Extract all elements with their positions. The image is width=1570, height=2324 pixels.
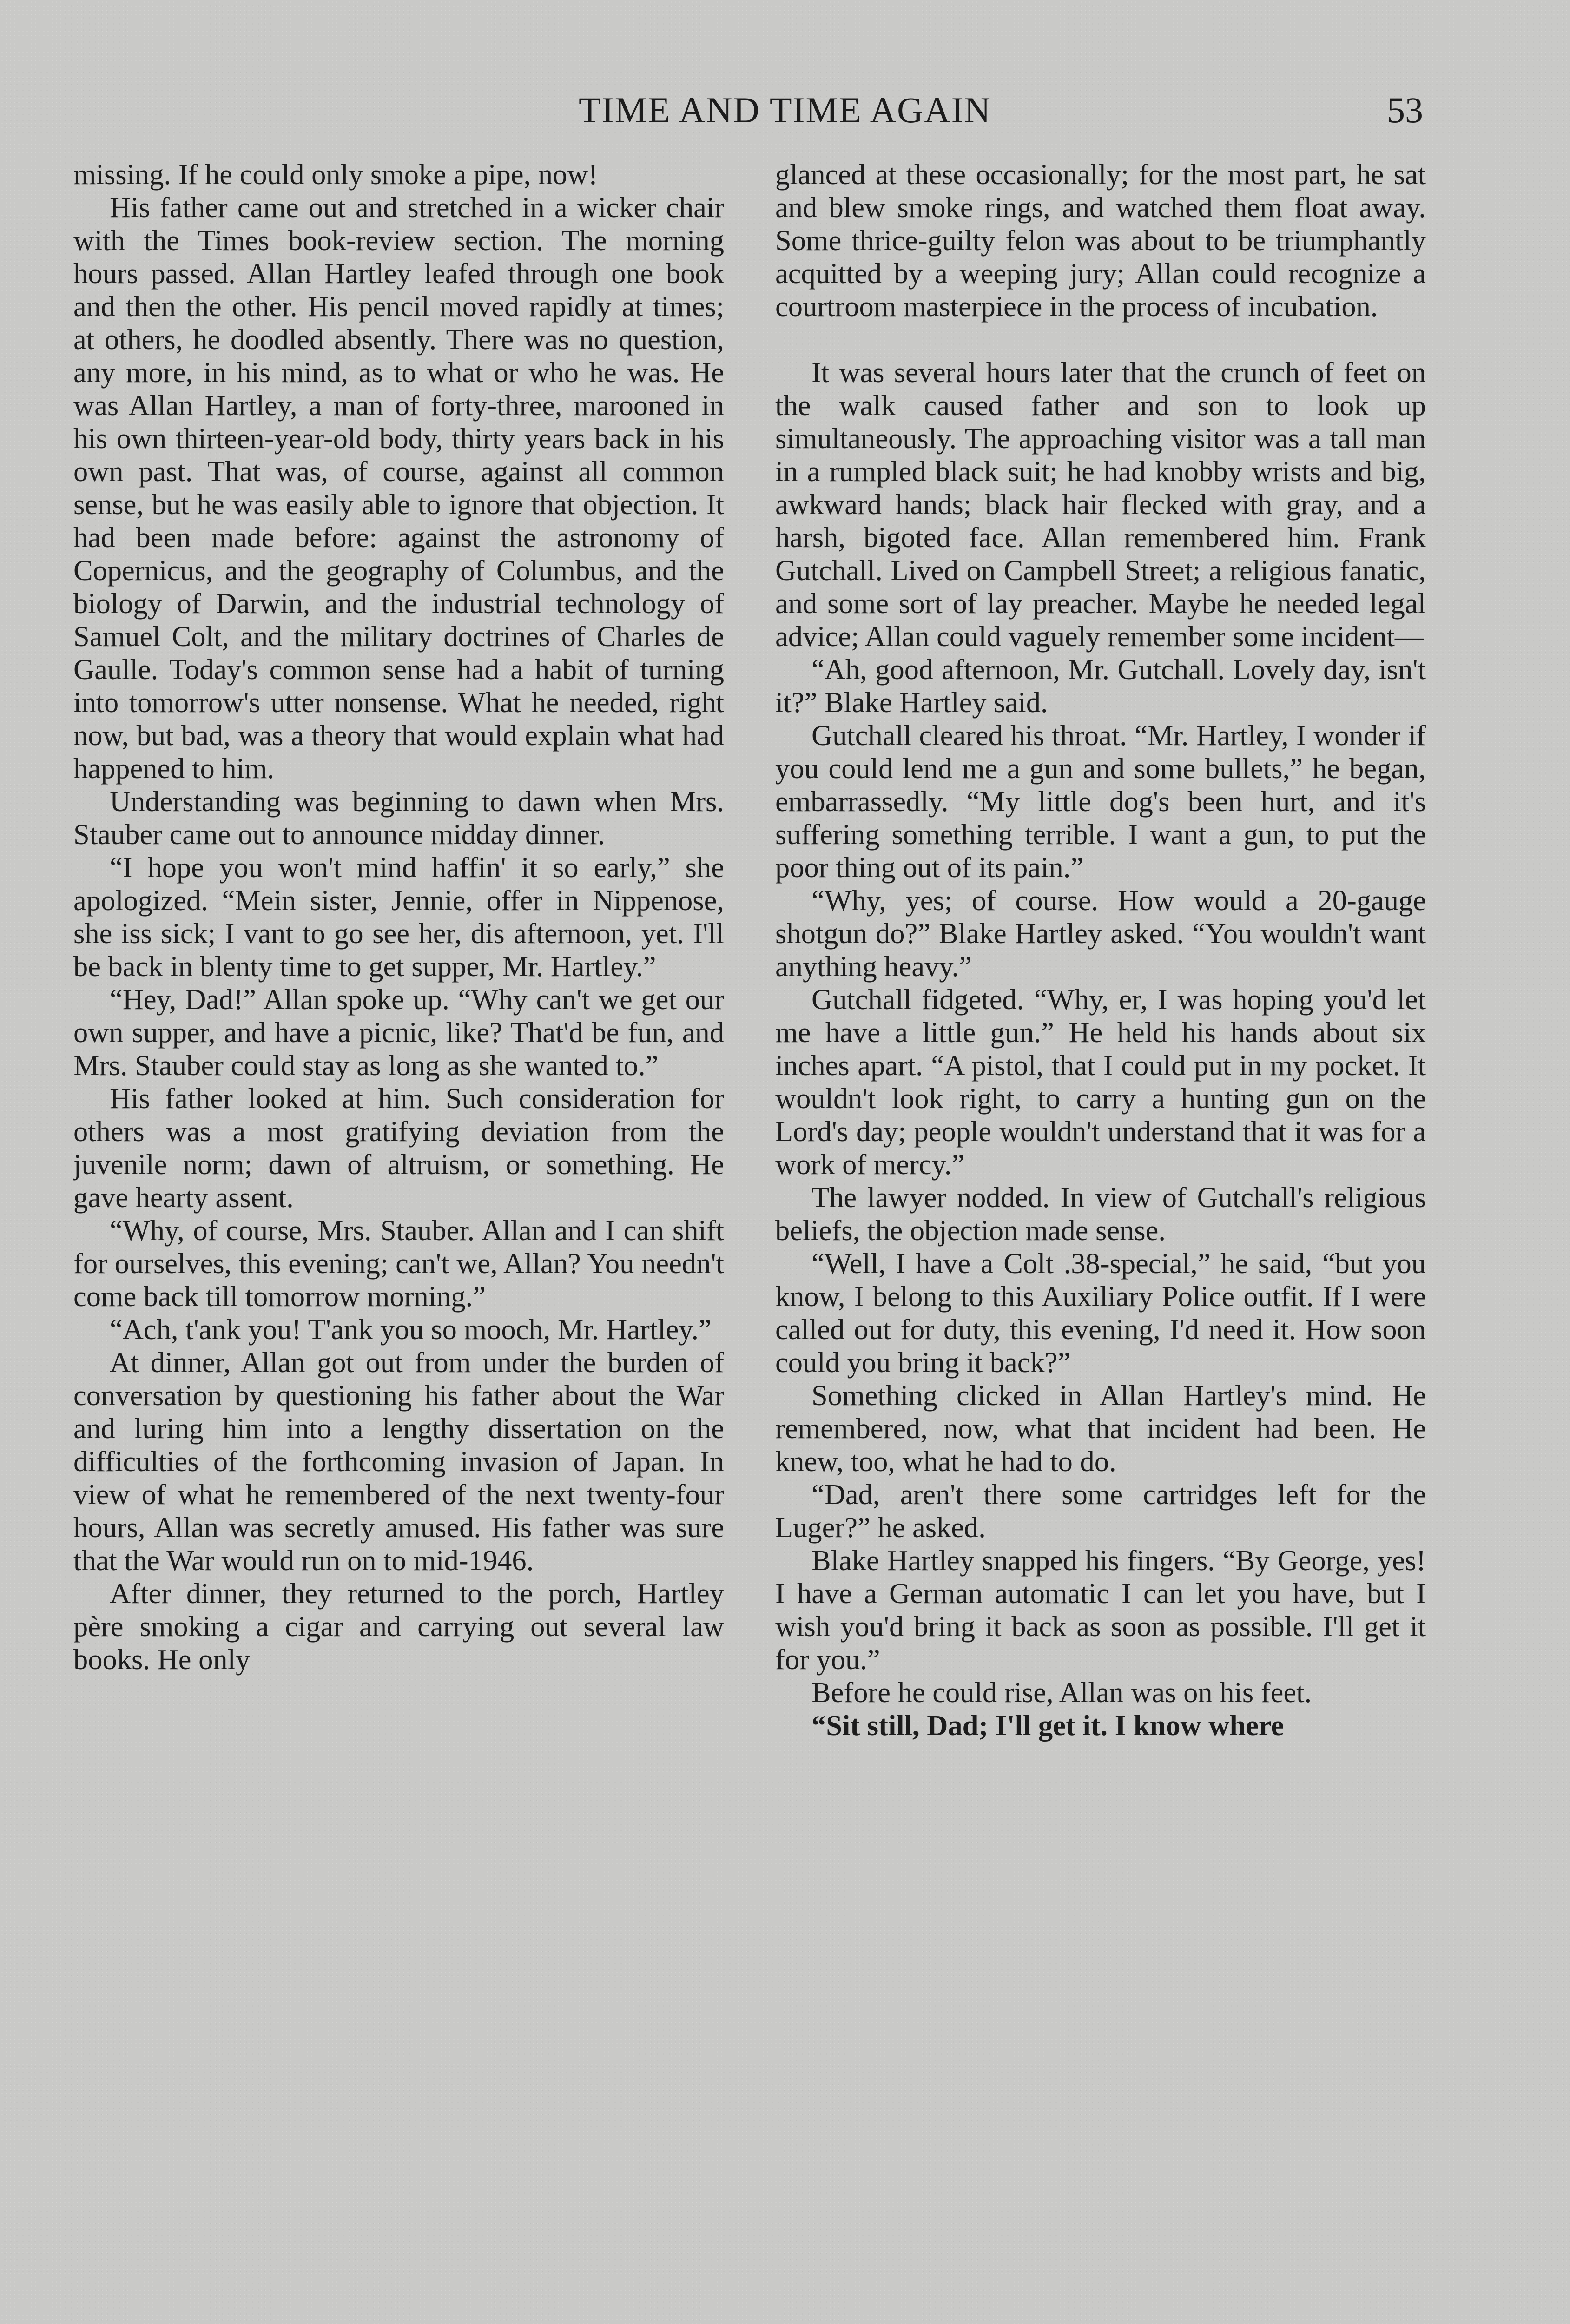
- paragraph: glanced at these occasionally; for the most part, he sat and blew smoke rings, and watched them float away. Some thrice-guilty felon was about to be triumphantly acquitted by a weeping jury; Allan could recognize a courtroom masterpiece in the process of incubation.: [775, 158, 1426, 323]
- paragraph: His father looked at him. Such consideration for others was a most gratifying deviation from the juvenile norm; dawn of altruism, or something. He gave hearty assent.: [73, 1082, 724, 1214]
- paragraph: At dinner, Allan got out from under the burden of conversation by questioning his father about the War and luring him into a lengthy dissertation on the difficulties of the forthcoming invasion of Japan. In view of what he remembered of the next twenty-four hours, Allan was secretly amused. His father was sure that the War would run on to mid-1946.: [73, 1346, 724, 1577]
- paragraph: It was several hours later that the crunch of feet on the walk caused father and son to look up simultaneously. The approaching visitor was a tall man in a rumpled black suit; he had knobby wrists and big, awkward hands; black hair flecked with gray, and a harsh, bigoted face. Allan remembered him. Frank Gutchall. Lived on Campbell Street; a religious fanatic, and some sort of lay preacher. Maybe he needed legal advice; Allan could vaguely remember some incident—: [775, 356, 1426, 653]
- paragraph: Something clicked in Allan Hartley's mind. He remembered, now, what that incident had been. He knew, too, what he had to do.: [775, 1379, 1426, 1478]
- paragraph: missing. If he could only smoke a pipe, now!: [73, 158, 598, 191]
- paragraph: “Ah, good afternoon, Mr. Gutchall. Lovely day, isn't it?” Blake Hartley said.: [775, 653, 1426, 719]
- paragraph: Understanding was beginning to dawn when Mrs. Stauber came out to announce midday dinner.: [73, 785, 724, 851]
- paragraph: Blake Hartley snapped his fingers. “By George, yes! I have a German automatic I can let you have, but I wish you'd bring it back as soon as possible. I'll get it for you.”: [775, 1544, 1426, 1676]
- paragraph: “Sit still, Dad; I'll get it. I know where: [811, 1709, 1284, 1742]
- left-column: [73, 158, 724, 1676]
- running-title: TIME AND TIME AGAIN: [578, 90, 991, 130]
- right-column: [775, 158, 1426, 1742]
- paragraph: His father came out and stretched in a wicker chair with the Times book-review section. The morning hours passed. Allan Hartley leafed through one book and then the other. His pencil moved rapidly at times; at others, he doodled absently. There was no question, any more, in his mind, as to what or who he was. He was Allan Hartley, a man of forty-three, marooned in his own thirteen-year-old body, thirty years back in his own past. That was, of course, against all common sense, but he was easily able to ignore that objection. It had been made before: against the astronomy of Copernicus, and the geography of Columbus, and the biology of Darwin, and the industrial technology of Samuel Colt, and the military doctrines of Charles de Gaulle. Today's common sense had a habit of turning into tomorrow's utter nonsense. What he needed, right now, but bad, was a theory that would explain what had happened to him.: [73, 191, 724, 785]
- paragraph: “I hope you won't mind haffin' it so early,” she apologized. “Mein sister, Jennie, offer in Nippenose, she iss sick; I vant to go see her, dis afternoon, yet. I'll be back in blenty time to get supper, Mr. Hartley.”: [73, 851, 724, 983]
- paragraph: “Ach, t'ank you! T'ank you so mooch, Mr. Hartley.”: [110, 1313, 712, 1346]
- page-number: 53: [1387, 90, 1423, 130]
- paragraph: “Hey, Dad!” Allan spoke up. “Why can't we get our own supper, and have a picnic, like? That'd be fun, and Mrs. Stauber could stay as long as she wanted to.”: [73, 983, 724, 1082]
- paragraph: Before he could rise, Allan was on his feet.: [811, 1676, 1312, 1709]
- paragraph: Gutchall cleared his throat. “Mr. Hartley, I wonder if you could lend me a gun and some bullets,” he began, embarrassedly. “My little dog's been hurt, and it's suffering something terrible. I want a gun, to put the poor thing out of its pain.”: [775, 719, 1426, 884]
- paragraph: “Well, I have a Colt .38-special,” he said, “but you know, I belong to this Auxiliary Police outfit. If I were called out for duty, this evening, I'd need it. How soon could you bring it back?”: [775, 1247, 1426, 1379]
- paragraph: After dinner, they returned to the porch, Hartley père smoking a cigar and carrying out several law books. He only: [73, 1577, 724, 1676]
- paragraph: “Dad, aren't there some cartridges left for the Luger?” he asked.: [775, 1478, 1426, 1544]
- paragraph: “Why, of course, Mrs. Stauber. Allan and I can shift for ourselves, this evening; can't we, Allan? You needn't come back till tomorrow morning.”: [73, 1214, 724, 1313]
- paragraph: Gutchall fidgeted. “Why, er, I was hoping you'd let me have a little gun.” He held his hands about six inches apart. “A pistol, that I could put in my pocket. It wouldn't look right, to carry a hunting gun on the Lord's day; people wouldn't understand that it was for a work of mercy.”: [775, 983, 1426, 1181]
- paragraph: The lawyer nodded. In view of Gutchall's religious beliefs, the objection made sense.: [775, 1181, 1426, 1247]
- paragraph: “Why, yes; of course. How would a 20-gauge shotgun do?” Blake Hartley asked. “You wouldn't want anything heavy.”: [775, 884, 1426, 983]
